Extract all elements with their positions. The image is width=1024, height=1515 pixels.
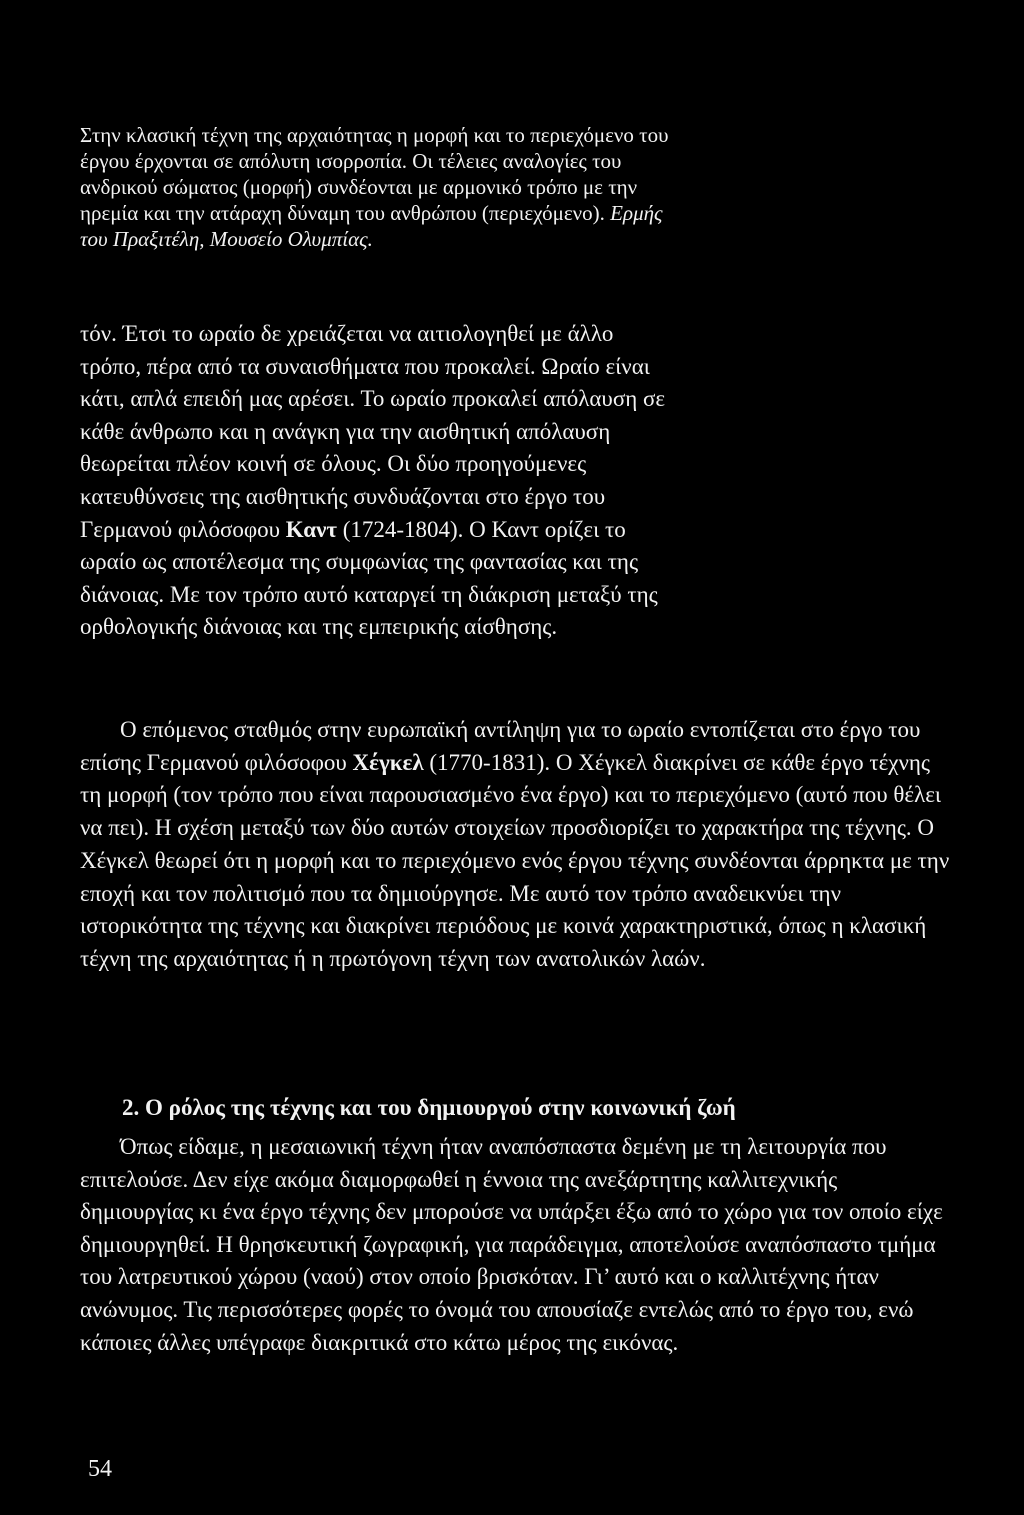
paragraph-hegel-text-before: Ο επόμενος σταθμός στην ευρωπαϊκή αντίληψη για το ωραίο εντοπίζεται στο έργο του επίσης Γερμανού φιλόσοφου [80, 717, 921, 775]
caption-text: Στην κλασική τέχνη της αρχαιότητας η μορφή και το περιεχόμενο του έργου έρχονται σε απόλυτη ισορροπία. Οι τέλειες αναλογίες του ανδρικού σώματος (μορφή) συνδέονται με αρμονικό τρόπο με την ηρεμία και την ατάραχη δύναμη του ανθρώπου (περιεχόμενο). [80, 123, 669, 225]
section-heading: 2. Ο ρόλος της τέχνης και του δημιουργού στην κοινωνική ζωή [122, 1095, 736, 1120]
paragraph-kant-text-before: τόν. Έτσι το ωραίο δε χρειάζεται να αιτιολογηθεί με άλλο τρόπο, πέρα από τα συναισθήματα που προκαλεί. Ωραίο είναι κάτι, απλά επειδή μας αρέσει. Το ωραίο προκαλεί απόλαυση σε κάθε άνθρωπο και η ανάγκη για την αισθητική απόλαυση θεωρείται πλέον κοινή σε όλους. Οι δύο προηγούμενες κατευθύνσεις της αισθητικής συνδυάζονται στο έργο του Γερμανού φιλόσοφου [80, 321, 666, 542]
kant-name: Καντ [285, 516, 337, 542]
caption-italic-credit: Ερμής του Πραξιτέλη, Μουσείο Ολυμπίας. [80, 201, 663, 251]
paragraph-hegel [80, 714, 952, 976]
page-number: 54 [88, 1456, 112, 1482]
hegel-name: Χέγκελ [352, 749, 424, 775]
paragraph-hegel-text-after: (1770-1831). Ο Χέγκελ διακρίνει σε κάθε έργο τέχνης τη μορφή (τον τρόπο που είναι παρουσιασμένο ένα έργο) και το περιεχόμενο (αυτό που θέλει να πει). Η σχέση μεταξύ των δύο αυτών στοιχείων προσδιορίζει το χαρακτήρα της τέχνης. Ο Χέγκελ θεωρεί ότι η μορφή και το περιεχόμενο ενός έργου τέχνης συνδέονται άρρηκτα με την εποχή και τον πολιτισμό που τα δημιούργησε. Με αυτό τον τρόπο αναδεικνύει την ιστορικότητα της τέχνης και διακρίνει περιόδους με κοινά χαρακτηριστικά, όπως η κλασική τέχνη της αρχαιότητας ή η πρωτόγονη τέχνη των ανατολικών λαών. [80, 749, 950, 971]
paragraph-kant [80, 318, 672, 644]
paragraph-medieval-art: Όπως είδαμε, η μεσαιωνική τέχνη ήταν αναπόσπαστα δεμένη με τη λειτουργία που επιτελούσε. Δεν είχε ακόμα διαμορφωθεί η έννοια της ανεξάρτητης καλλιτεχνικής δημιουργίας κι ένα έργο τέχνης δεν μπορούσε να υπάρξει έξω από το χώρο για τον οποίο είχε δημιουργηθεί. Η θρησκευτική ζωγραφική, για παράδειγμα, αποτελούσε αναπόσπαστο τμήμα του λατρευτικού χώρου (ναού) στον οποίο βρισκόταν. Γι’ αυτό και ο καλλιτέχνης ήταν ανώνυμος. Τις περισσότερες φορές το όνομά του απουσίαζε εντελώς από το έργο του, ενώ κάποιες άλλες υπέγραφε διακριτικά στο κάτω μέρος της εικόνας. [80, 1134, 943, 1355]
paragraph-kant-text-after: (1724-1804). Ο Καντ ορίζει το ωραίο ως αποτέλεσμα της συμφωνίας της φαντασίας και της διάνοιας. Με τον τρόπο αυτό καταργεί τη διάκριση μεταξύ της ορθολογικής διάνοιας και της εμπειρικής αίσθησης. [80, 516, 658, 640]
image-caption [80, 122, 680, 252]
